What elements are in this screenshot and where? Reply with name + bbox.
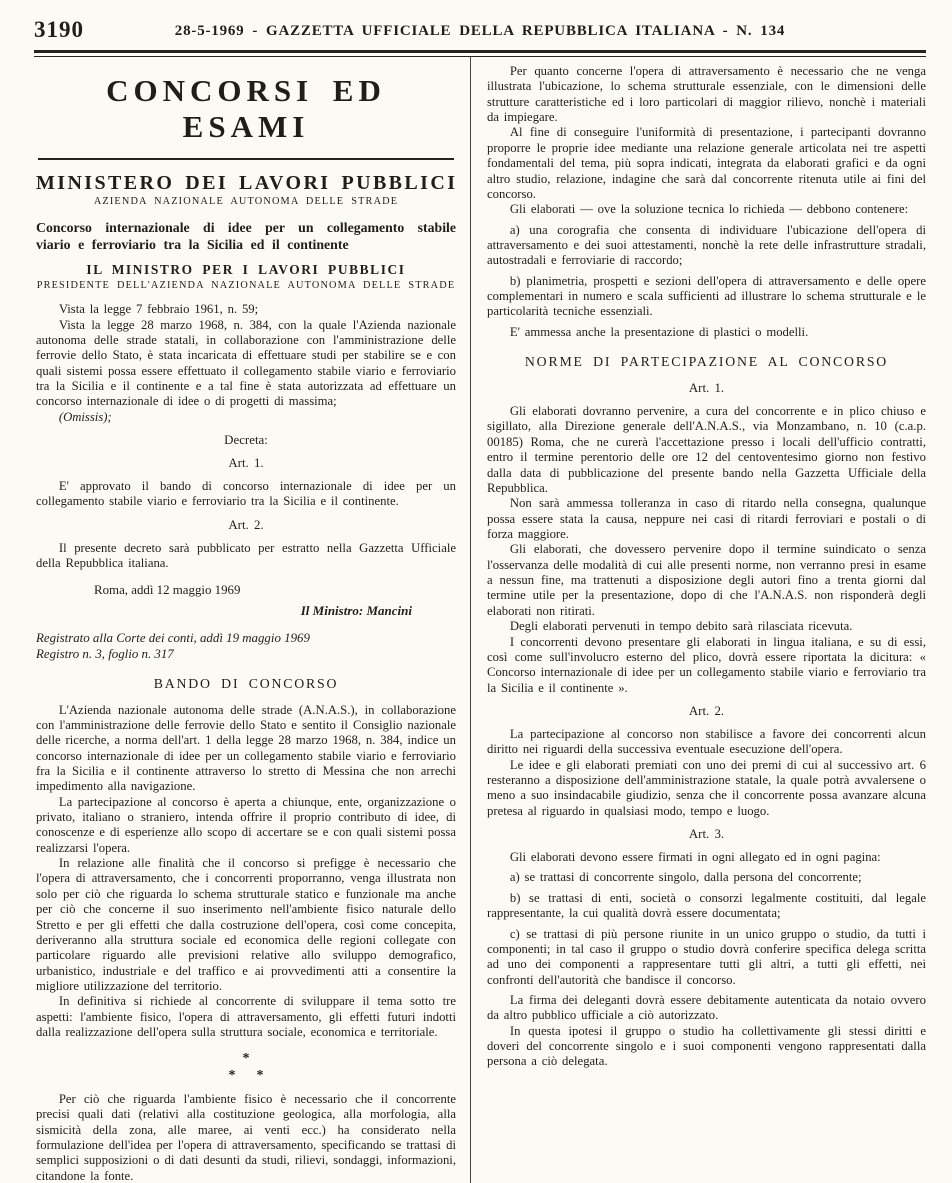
norme-heading: NORME DI PARTECIPAZIONE AL CONCORSO — [524, 354, 889, 370]
ministry-heading: MINISTERO DEI LAVORI PUBBLICI — [36, 172, 458, 194]
paragraph: E' ammessa anche la presentazione di plastici o modelli. — [509, 324, 809, 339]
paragraph: In questa ipotesi il gruppo o studio ha collettivamente gli stessi diritti e doveri del concorrente singolo e i suoi componenti vengono rappresentati dalla persona a ciò delegata. — [487, 1023, 926, 1069]
minister-title-heading: IL MINISTRO PER I LAVORI PUBBLICI — [86, 262, 406, 278]
decreta-heading: Decreta: — [224, 433, 268, 448]
list-item-b: b) planimetria, prospetti e sezioni dell'opera di attraversamento e delle opere complementari in numero e scala sufficienti ad illustrare lo schema strutturale e le particolarità tecniche essenziali. — [487, 273, 926, 319]
article-heading: Art. 2. — [688, 703, 725, 718]
list-item-c: c) se trattasi di più persone riunite in un unico gruppo o studio, da tutti i componenti; in tal caso il gruppo o studio dovrà conferire specifica delega scritta ad uno dei componenti a rappresentare tutti gli altri, a tutti gli effetti, nei confronti dell'autorità che bandisce il concorso. — [487, 926, 926, 987]
paragraph: Il presente decreto sarà pubblicato per estratto nella Gazzetta Ufficiale della Repubblica italiana. — [36, 540, 456, 571]
section-heading: CONCORSI ED ESAMI — [38, 59, 454, 160]
article-heading: Art. 1. — [688, 381, 725, 396]
paragraph: Al fine di conseguire l'uniformità di presentazione, i partecipanti dovranno proporre le proprie idee mediante una relazione generale articolata nei tre aspetti fondamentali del tema, più sopra indicati, integrata da elaborati grafici e da ogni altro studio, relazione, indagine che sarà dal concorrente ritenuta utile ai fini del concorso. — [487, 125, 926, 201]
paragraph: La partecipazione al concorso non stabilisce a favore dei concorrenti alcun diritto nei riguardi della successiva eventuale esecuzione dell'opera. — [487, 726, 926, 757]
agency-subheading: AZIENDA NAZIONALE AUTONOMA DELLE STRADE — [93, 196, 399, 207]
article-heading: Art. 3. — [688, 827, 725, 842]
two-column-body — [34, 57, 926, 1183]
masthead: 28-5-1969 - GAZZETTA UFFICIALE DELLA REPUBBLICA ITALIANA - N. 134 — [174, 23, 786, 39]
date-place-line: Roma, addì 12 maggio 1969 — [94, 582, 241, 597]
registration-line: Registro n. 3, foglio n. 317 — [36, 646, 174, 661]
paragraph: Vista la legge 7 febbraio 1961, n. 59; — [58, 302, 259, 317]
paragraph: Gli elaborati — ove la soluzione tecnica lo richieda — debbono contenere: — [509, 202, 909, 217]
omissis-note: (Omissis); — [58, 409, 112, 424]
left-column — [34, 57, 470, 1183]
paragraph: La partecipazione al concorso è aperta a chiunque, ente, organizzazione o privato, italiano o straniero, intenda offrire il proprio contributo di idee, di conoscenze e di esperienze allo scopo di accertare se e con quali sistemi possa realizzarsi l'opera. — [36, 794, 456, 855]
minister-signature: Il Ministro: Mancini — [300, 602, 412, 618]
page-header — [34, 14, 926, 48]
paragraph: Gli elaborati devono essere firmati in ogni allegato ed in ogni pagina: — [509, 850, 881, 865]
paragraph: Le idee e gli elaborati premiati con uno dei premi di cui al successivo art. 6 resteranno a disposizione dell'amministrazione statale, la quale potrà avvalersene o meno a suo insindacabile giudizio, senza che il concorrente possa avanzare alcuna pretesa al riguardo in qualsiasi modo, tempo e luogo. — [487, 757, 926, 818]
asterism-separator: * * * — [228, 1051, 264, 1084]
paragraph: La firma dei deleganti dovrà essere debitamente autenticata da notaio ovvero da altro pubblico ufficiale a ciò autorizzato. — [487, 992, 926, 1023]
paragraph: Vista la legge 28 marzo 1968, n. 384, con la quale l'Azienda nazionale autonoma delle strade statali, in collaborazione con l'amministrazione delle ferrovie dello Stato, è stata incaricata di effettuare studi per stabilire se e con quali sistemi possa essere effettuato il collegamento stabile viario e ferroviario tra la Sicilia e il continente e a tal fine è stata autorizzata ad effettuare un concorso internazionale di idee o di progetti di massima; — [36, 317, 456, 409]
paragraph: L'Azienda nazionale autonoma delle strade (A.N.A.S.), in collaborazione con l'amministrazione delle ferrovie dello Stato e sentito il Consiglio nazionale delle ricerche, a norma dell'art. 1 della legge 28 marzo 1968, n. 384, indice un concorso internazionale di idee per un collegamento stabile viario e ferroviario fra la Sicilia e il continente attraverso lo stretto di Messina che non arrechi impedimento alla navigazione. — [36, 702, 456, 794]
article-heading: Art. 1. — [228, 456, 264, 471]
list-item-a: a) se trattasi di concorrente singolo, dalla persona del concorrente; — [509, 870, 862, 885]
paragraph: In relazione alle finalità che il concorso si prefigge è necessario che l'opera di attraversamento, che i concorrenti proporranno, venga illustrata non solo per ciò che riguarda lo schema strutturale statico e funzionale ma anche per ciò che concerne il suo inserimento nell'ambiente fisico naturale dello Stretto e per gli effetti che dalla costruzione dell'opera, così come concepita, deriveranno alla struttura sociale ed economica delle regioni collegate con particolare riguardo alle previsioni relative allo sviluppo demografico, urbanistico, industriale e del traffico e ai provvedimenti atti a consentire la migliore utilizzazione del territorio. — [36, 856, 456, 993]
article-heading: Art. 2. — [228, 517, 264, 532]
list-item-b: b) se trattasi di enti, società o consorzi legalmente costituiti, dal legale rappresentante, la cui qualità dovrà essere documentata; — [487, 890, 926, 921]
paragraph: Per ciò che riguarda l'ambiente fisico è necessario che il concorrente precisi quali dati (relativi alla costituzione geologica, alla morfologia, alla sismicità della zona, alle maree, ai venti ecc.) ha considerato nella formulazione dell'idea per l'opera di attraversamento, specificando se trattasi di semplici supposizioni o di dati desunti da studi, rilievi, sondaggi, informazioni, citandone la fonte. — [36, 1092, 456, 1183]
paragraph: Degli elaborati pervenuti in tempo debito sarà rilasciata ricevuta. — [509, 619, 853, 634]
bando-heading: BANDO DI CONCORSO — [153, 675, 339, 691]
registration-line: Registrato alla Corte dei conti, addì 19 maggio 1969 — [36, 630, 310, 645]
paragraph: E' approvato il bando di concorso internazionale di idee per un collegamento stabile viario e ferroviario tra la Sicilia e il continente. — [36, 479, 456, 509]
paragraph: Per quanto concerne l'opera di attraversamento è necessario che ne venga illustrata l'ubicazione, lo schema strutturale essenziale, con le dimensioni delle strutture caratteristiche ed i loro particolari di maggior rilievo, nonchè i materiali da impiegare. — [487, 64, 926, 125]
paragraph: Gli elaborati, che dovessero pervenire dopo il termine suindicato o senza l'osservanza delle modalità di cui alle presenti norme, non verranno presi in esame a nessun fine, ma trattenuti a disposizione degli autori fino a trenta giorni dal termine utile per la presentazione, dopo di che l'A.N.A.S. non risponderà degli elaborati non ritirati. — [487, 542, 926, 618]
paragraph: I concorrenti devono presentare gli elaborati in lingua italiana, e su di essi, così come sull'involucro esterno del plico, dovrà essere riportata la dicitura: « Concorso internazionale di idee per un collegamento stabile viario e ferroviario tra la Sicilia e il continente ». — [487, 634, 926, 695]
page-number: 3190 — [34, 17, 84, 42]
president-subheading: PRESIDENTE DELL'AZIENDA NAZIONALE AUTONOMA DELLE STRADE — [36, 280, 456, 292]
right-column — [470, 57, 926, 1183]
list-item-a: a) una corografia che consenta di individuare l'ubicazione dell'opera di attraversamento e dei suoi attestamenti, nonchè la rete delle infrastrutture stradali, autostradali e ferroviarie di raccordo; — [487, 222, 926, 268]
paragraph: Non sarà ammessa tolleranza in caso di ritardo nella consegna, qualunque possa essere stata la causa, neppure nei casi di ritardi ferroviari e postali o di forza maggiore. — [487, 496, 926, 541]
decree-title: Concorso internazionale di idee per un collegamento stabile viario e ferroviario tra la Sicilia ed il continente — [36, 220, 456, 253]
header-rule — [34, 50, 926, 57]
paragraph: Gli elaborati dovranno pervenire, a cura del concorrente e in plico chiuso e sigillato, alla Direzione generale dell'A.N.A.S., via Monzambano, n. 10 (c.a.p. 00185) Roma, che ne curerà l'accettazione presso i locali dell'ufficio contratti, entro il termine perentorio delle ore 12 del centoventesimo giorno non festivo dalla data di pubblicazione del presente bando nella Gazzetta Ufficiale della Repubblica. — [487, 404, 926, 495]
paragraph: In definitiva si richiede al concorrente di sviluppare il tema sotto tre aspetti: l'ambiente fisico, l'opera di attraversamento, gli effetti futuri indotti dalla realizzazione dell'opera sulla struttura sociale, economica e territoriale. — [36, 994, 456, 1040]
